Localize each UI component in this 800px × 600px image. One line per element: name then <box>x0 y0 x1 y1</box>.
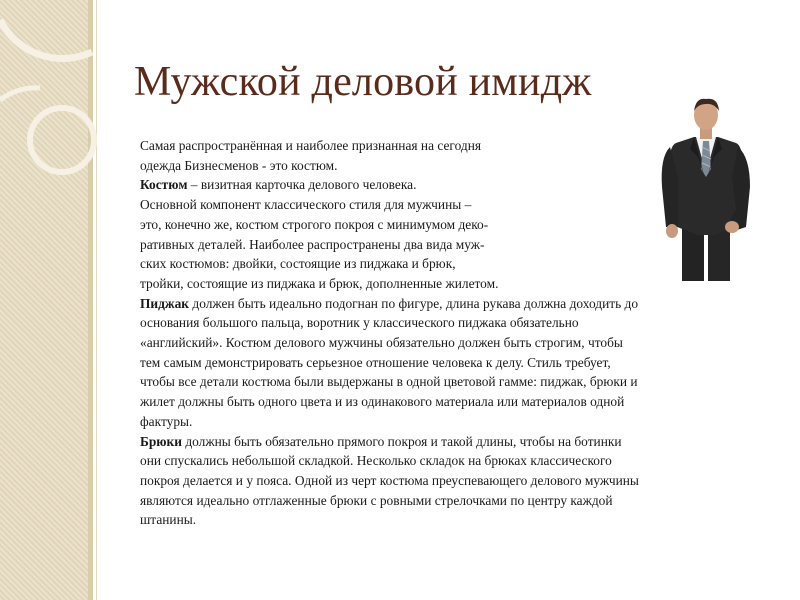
text-line: Основной компонент классического стиля для мужчины – <box>140 197 472 213</box>
term-pidzhak: Пиджак <box>140 295 190 311</box>
decorative-rings <box>0 0 100 200</box>
slide-title: Мужской деловой имидж <box>134 59 592 105</box>
text-line: покроя делается и у пояса. Одной из черт костюма преуспевающего делового мужчины <box>140 472 639 488</box>
text-line: тем самым демонстрировать серьезное отношение человека к делу. Стиль требует, <box>140 354 611 370</box>
text-line: ративных деталей. Наиболее распространены два вида муж- <box>140 236 485 252</box>
text-line: основания большого пальца, воротник у классического пиджака обязательно <box>140 315 579 331</box>
term-kostum: Костюм <box>140 177 188 193</box>
text-line-bryuki: Брюки должны быть обязательно прямого покроя и такой длины, чтобы на ботинки <box>140 433 622 449</box>
text-line-pidzhak: Пиджак должен быть идеально подогнан по фигуре, длина рукава должна доходить до <box>140 295 639 311</box>
text-line: чтобы все детали костюма были выдержаны в одной цветовой гамме: пиджак, брюки и <box>140 374 638 390</box>
term-bryuki: Брюки <box>140 433 182 449</box>
text-line: являются идеально отглаженные брюки с ровными стрелочками по центру каждой <box>140 492 613 508</box>
text-line: штанины. <box>140 512 197 528</box>
text-line: одежда Бизнесменов - это костюм. <box>140 157 338 173</box>
text-line: они спускались небольшой складкой. Несколько складок на брюках классического <box>140 453 612 469</box>
text-line-kostum: Костюм – визитная карточка делового человека. <box>140 177 417 193</box>
text-line: ских костюмов: двойки, состоящие из пиджака и брюк, <box>140 256 456 272</box>
text-line: Самая распространённая и наиболее признанная на сегодня <box>140 138 482 153</box>
text-line: это, конечно же, костюм строгого покроя с минимумом деко- <box>140 216 489 232</box>
slide-body-text <box>140 136 772 530</box>
text-line: жилет должны быть одного цвета и из одинакового материала или материалов одной <box>140 394 625 410</box>
text-line: фактуры. <box>140 413 193 429</box>
text-line: «английский». Костюм делового мужчины обязательно должен быть строгим, чтобы <box>140 335 623 351</box>
text-line: тройки, состоящие из пиджака и брюк, дополненные жилетом. <box>140 275 499 291</box>
